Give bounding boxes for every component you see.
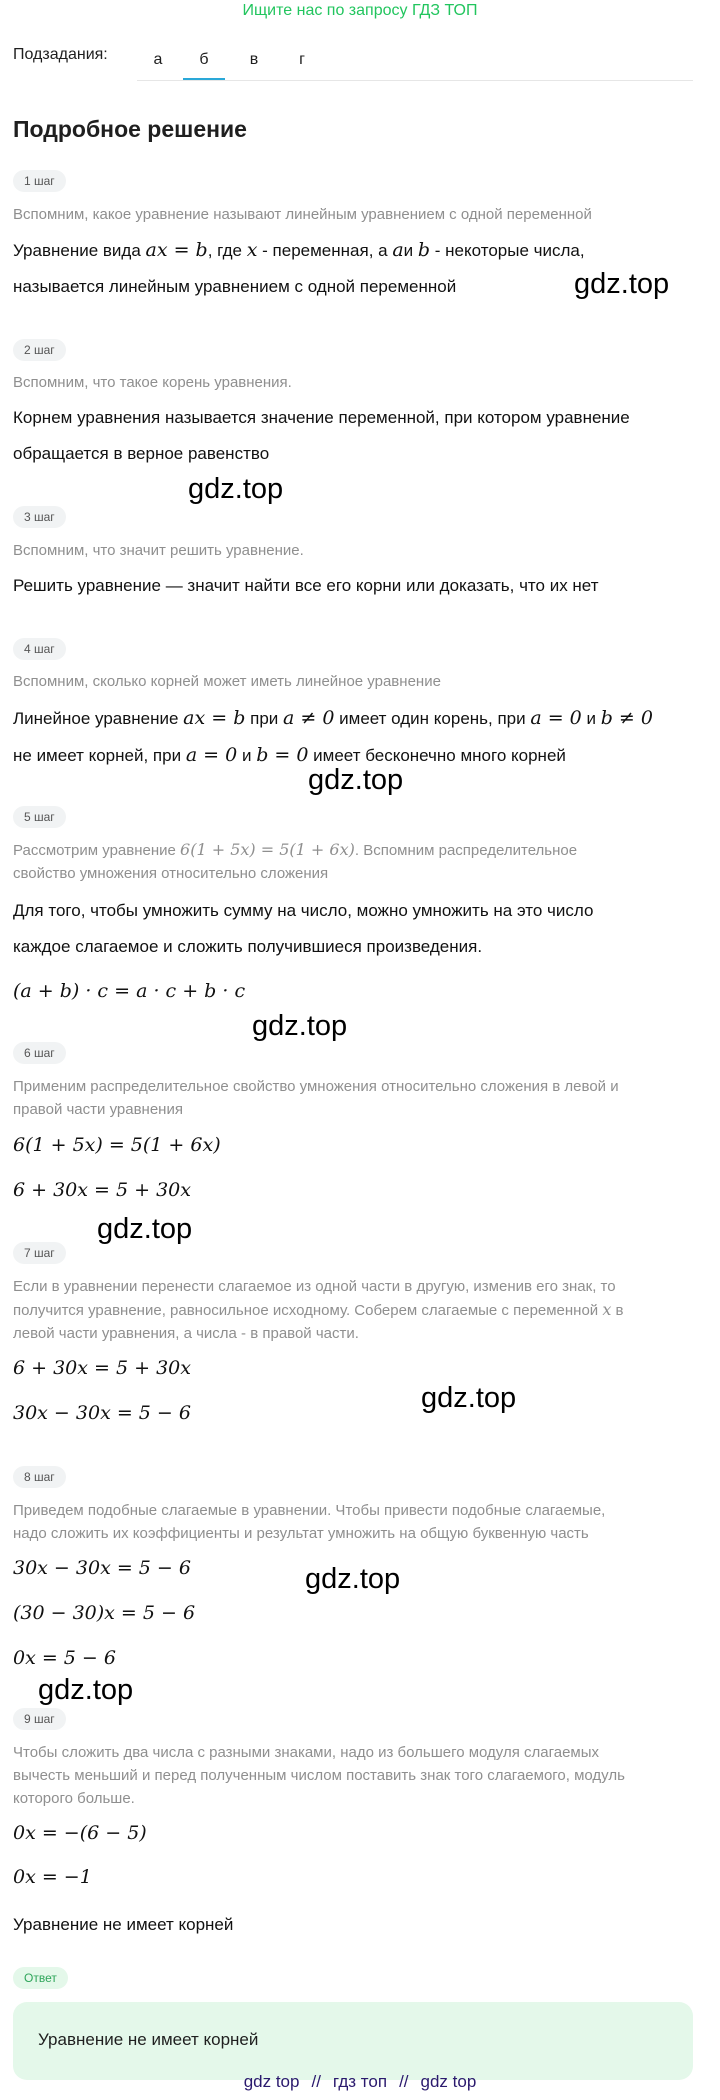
step-2-text: Корнем уравнения называется значение переменной, при котором уравнение обращается в верное равенство (13, 408, 630, 463)
top-banner[interactable]: Ищите нас по запросу ГДЗ ТОП (242, 2, 478, 19)
step-1-text: Уравнение вида ax = b, где x - переменная, а aи b - некоторые числа, называется линейным уравнением с одной переменной (13, 239, 585, 296)
watermark: gdz.top (252, 1010, 348, 1042)
footer-link-gdz-top-ru[interactable]: гдз топ (332, 2072, 388, 2091)
step-5-badge: 5 шаг (13, 806, 66, 828)
step-3-badge: 3 шаг (13, 506, 66, 528)
step-8-note: Приведем подобные слагаемые в уравнении. Чтобы привести подобные слагаемые, надо сложить их коэффициенты и результат умножить на общую буквенную часть (13, 1502, 606, 1542)
footer-separator: // (311, 2072, 321, 2091)
step-9-badge: 9 шаг (13, 1708, 66, 1730)
step-9-text: Уравнение не имеет корней (13, 1915, 234, 1934)
step-1-badge: 1 шаг (13, 170, 66, 192)
answer-badge: Ответ (13, 1967, 68, 1989)
step-9-formula-2: 0x = −1 (13, 1866, 92, 1888)
step-1-note: Вспомним, какое уравнение называют линейным уравнением с одной переменной (13, 206, 592, 223)
step-5-formula: (a + b) · c = a · c + b · c (13, 980, 246, 1002)
step-8-formula-3: 0x = 5 − 6 (13, 1647, 116, 1669)
tab-b[interactable]: б (183, 40, 225, 80)
watermark: gdz.top (574, 268, 670, 300)
step-5-text: Для того, чтобы умножить сумму на число, можно умножить на это число каждое слагаемое и сложить получившиеся произведения. (13, 901, 594, 956)
step-5-note: Рассмотрим уравнение 6(1 + 5x) = 5(1 + 6x). Вспомним распределительное свойство умножения относительно сложения (13, 840, 578, 882)
step-6-formula-1: 6(1 + 5x) = 5(1 + 6x) (13, 1134, 221, 1156)
watermark: gdz.top (97, 1213, 193, 1245)
watermark: gdz.top (421, 1382, 517, 1414)
step-4-note: Вспомним, сколько корней может иметь линейное уравнение (13, 673, 441, 690)
tab-g[interactable]: г (299, 51, 305, 68)
step-2-badge: 2 шаг (13, 339, 66, 361)
step-4-badge: 4 шаг (13, 638, 66, 660)
step-6-note: Применим распределительное свойство умножения относительно сложения в левой и правой части уравнения (13, 1078, 619, 1118)
step-9-formula-1: 0x = −(6 − 5) (13, 1822, 147, 1844)
watermark: gdz.top (188, 473, 284, 505)
subtask-tabs (137, 40, 693, 81)
step-8-formula-2: (30 − 30)x = 5 − 6 (13, 1602, 196, 1624)
step-9-note: Чтобы сложить два числа с разными знаками, надо из большего модуля слагаемых вычесть меньший и перед полученным числом поставить знак того слагаемого, модуль которого больше. (13, 1744, 625, 1807)
subtasks-label: Подзадания: (13, 46, 108, 63)
step-2-note: Вспомним, что такое корень уравнения. (13, 374, 292, 391)
step-7-formula-2: 30x − 30x = 5 − 6 (13, 1402, 191, 1424)
section-title: Подробное решение (13, 116, 247, 142)
step-6-formula-2: 6 + 30x = 5 + 30x (13, 1179, 191, 1201)
answer-text: Уравнение не имеет корней (38, 2030, 259, 2049)
step-8-formula-1: 30x − 30x = 5 − 6 (13, 1557, 191, 1579)
footer-link-gdz-top[interactable]: gdz top (243, 2072, 300, 2091)
step-8-badge: 8 шаг (13, 1466, 66, 1488)
footer-link-gdz-top-2[interactable]: gdz top (420, 2072, 477, 2091)
tab-a[interactable]: а (153, 51, 163, 68)
footer-separator: // (399, 2072, 409, 2091)
step-6-badge: 6 шаг (13, 1042, 66, 1064)
footer-links (0, 2072, 720, 2092)
watermark: gdz.top (308, 764, 404, 796)
step-7-note: Если в уравнении перенести слагаемое из одной части в другую, изменив его знак, то получится уравнение, равносильное исходному. Соберем слагаемые с переменной x в левой части уравнения, а числа - в правой части. (13, 1278, 624, 1342)
step-7-badge: 7 шаг (13, 1242, 66, 1264)
watermark: gdz.top (38, 1674, 134, 1706)
watermark: gdz.top (305, 1563, 401, 1595)
step-3-text: Решить уравнение — значит найти все его корни или доказать, что их нет (13, 576, 599, 595)
tab-v[interactable]: в (249, 51, 259, 68)
step-7-formula-1: 6 + 30x = 5 + 30x (13, 1357, 191, 1379)
step-4-text: Линейное уравнение ax = b при a ≠ 0 имеет один корень, при a = 0 и b ≠ 0 не имеет корней, при a = 0 и b = 0 имеет бесконечно много корней (13, 707, 653, 766)
step-3-note: Вспомним, что значит решить уравнение. (13, 542, 304, 559)
